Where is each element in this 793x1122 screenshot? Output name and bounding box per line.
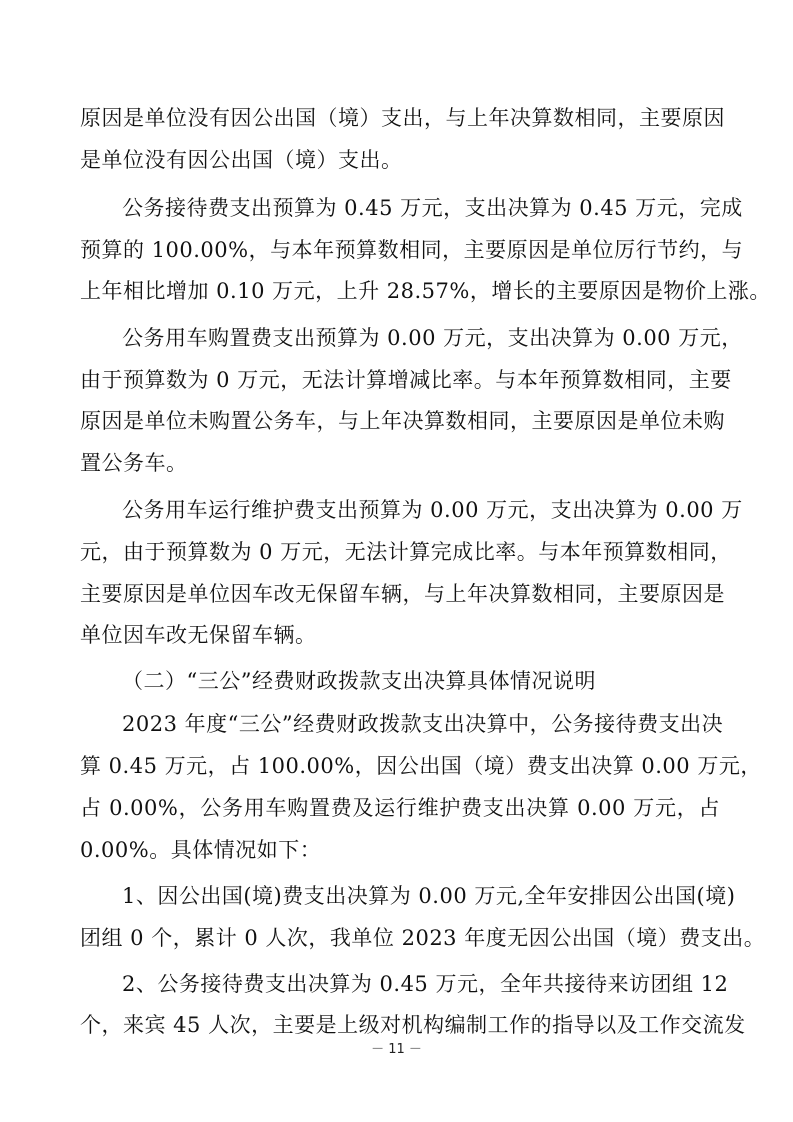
text-line: 原因是单位没有因公出国（境）支出，与上年决算数相同，主要原因 (80, 106, 725, 130)
text-line: 置公务车。 (80, 451, 188, 475)
text-line: 单位因车改无保留车辆。 (80, 623, 317, 647)
text-line: 公务用车购置费支出预算为 0.00 万元，支出决算为 0.00 万元， (122, 326, 743, 350)
text-line: 元，由于预算数为 0 万元，无法计算完成比率。与本年预算数相同， (80, 540, 732, 564)
text-line: 公务接待费支出预算为 0.45 万元，支出决算为 0.45 万元，完成 (122, 196, 743, 220)
text-line: 占 0.00%，公务用车购置费及运行维护费支出决算 0.00 万元，占 (80, 796, 720, 820)
text-line: 由于预算数为 0 万元，无法计算增减比率。与本年预算数相同，主要 (80, 368, 732, 392)
section-heading: （二）“三公”经费财政拨款支出决算具体情况说明 (122, 669, 596, 693)
text-line: 公务用车运行维护费支出预算为 0.00 万元，支出决算为 0.00 万 (122, 498, 743, 522)
text-line: 2023 年度“三公”经费财政拨款支出决算中，公务接待费支出决 (122, 712, 724, 736)
text-line: 上年相比增加 0.10 万元，上升 28.57%，增长的主要原因是物价上涨。 (80, 279, 771, 303)
text-line: 个，来宾 45 人次，主要是上级对机构编制工作的指导以及工作交流发 (80, 1013, 746, 1037)
text-line: 1、因公出国(境)费支出决算为 0.00 万元,全年安排因公出国(境) (122, 884, 736, 908)
text-line: 是单位没有因公出国（境）支出。 (80, 148, 403, 172)
text-line: 2、公务接待费支出决算为 0.45 万元，全年共接待来访团组 12 (122, 972, 729, 996)
text-line: 算 0.45 万元，占 100.00%，因公出国（境）费支出决算 0.00 万元， (80, 754, 762, 778)
text-line: 预算的 100.00%，与本年预算数相同，主要原因是单位厉行节约，与 (80, 238, 744, 262)
page-number: － 11 － (371, 1042, 422, 1057)
text-line: 原因是单位未购置公务车，与上年决算数相同，主要原因是单位未购 (80, 409, 725, 433)
text-line: 0.00%。具体情况如下： (80, 838, 322, 862)
text-line: 主要原因是单位因车改无保留车辆，与上年决算数相同，主要原因是 (80, 582, 725, 606)
text-line: 团组 0 个，累计 0 人次，我单位 2023 年度无因公出国（境）费支出。 (80, 926, 766, 950)
